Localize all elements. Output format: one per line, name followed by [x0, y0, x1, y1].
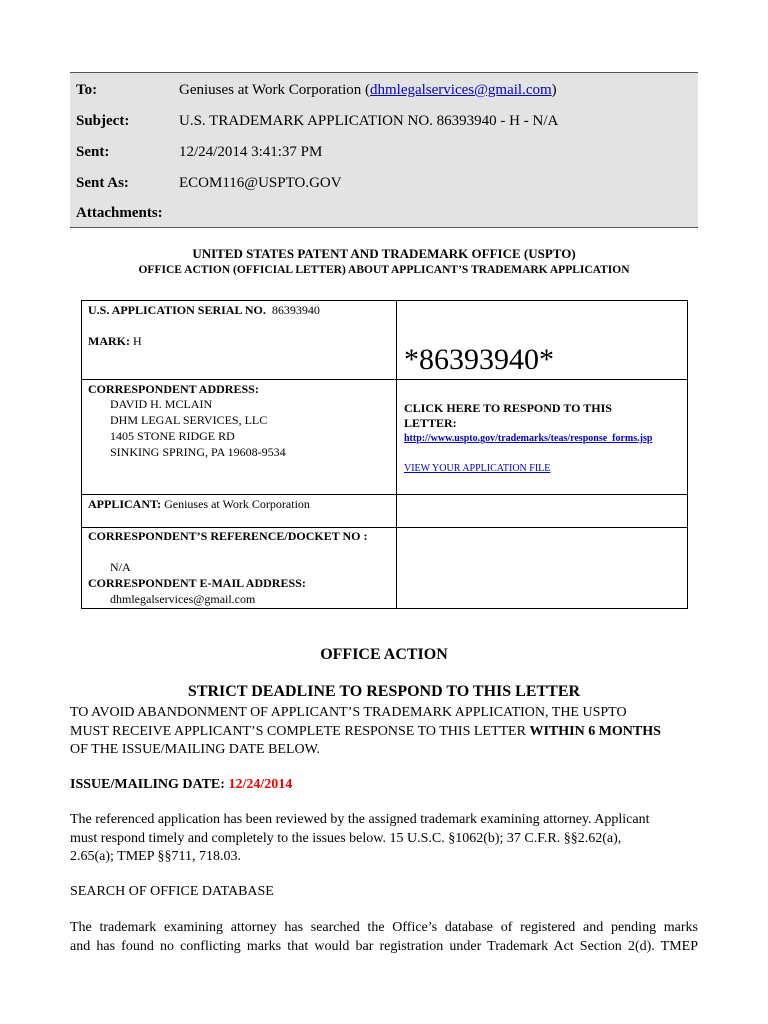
uspto-title: UNITED STATES PATENT AND TRADEMARK OFFICE (USPTO)	[192, 246, 576, 261]
attachments-label: Attachments:	[76, 205, 163, 221]
serial-cell	[82, 301, 397, 380]
search-line-2: and has found no conflicting marks that would bar registration under Trademark Act Section 2(d). TMEP	[70, 938, 698, 954]
sent-label: Sent:	[76, 144, 110, 160]
deadline-notice	[70, 704, 702, 760]
issue-date-value: 12/24/2014	[228, 777, 293, 792]
serial-barcode-cell	[397, 301, 688, 380]
to-email-link[interactable]: dhmlegalservices@gmail.com	[369, 82, 552, 98]
applicant-label: APPLICANT:	[88, 497, 162, 511]
docket-label: CORRESPONDENT’S REFERENCE/DOCKET NO :	[88, 529, 368, 543]
issue-date-line	[70, 776, 702, 795]
mark-label: MARK:	[88, 334, 130, 348]
applicant-empty-cell	[397, 495, 688, 528]
search-line-1: The trademark examining attorney has searched the Office’s database of registered and pending marks	[70, 920, 698, 935]
office-action-heading: OFFICE ACTION	[320, 646, 448, 663]
response-form-link[interactable]: http://www.uspto.gov/trademarks/teas/response_forms.jsp	[404, 433, 653, 444]
subject-label: Subject:	[76, 113, 130, 129]
to-label: To:	[76, 82, 98, 98]
email-value: dhmlegalservices@gmail.com	[110, 592, 256, 606]
applicant-value: Geniuses at Work Corporation	[164, 497, 310, 511]
serial-value: 86393940	[271, 303, 320, 317]
click-here-line-2: LETTER:	[404, 416, 457, 430]
mark-value: H	[133, 334, 142, 348]
to-name: Geniuses at Work Corporation (	[179, 82, 370, 98]
serial-line	[88, 303, 320, 318]
docket-value: N/A	[110, 560, 131, 574]
sent-value: 12/24/2014 3:41:37 PM	[179, 144, 323, 160]
deadline-line-3: OF THE ISSUE/MAILING DATE BELOW.	[70, 742, 321, 757]
review-line-1: The referenced application has been reviewed by the assigned trademark examining attorney. Applicant	[70, 812, 650, 827]
serial-label: U.S. APPLICATION SERIAL NO.	[88, 303, 266, 317]
address-line-1: DAVID H. MCLAIN	[110, 397, 213, 411]
to-value	[179, 81, 557, 99]
deadline-line-2a: MUST RECEIVE APPLICANT’S COMPLETE RESPONSE TO THIS LETTER	[70, 723, 530, 739]
click-here-line-1: CLICK HERE TO RESPOND TO THIS	[404, 401, 612, 415]
office-action-subtitle: OFFICE ACTION (OFFICIAL LETTER) ABOUT APPLICANT’S TRADEMARK APPLICATION	[138, 264, 630, 276]
sent-as-label: Sent As:	[76, 175, 129, 191]
sent-as-value: ECOM116@USPTO.GOV	[179, 175, 342, 191]
docket-empty-cell	[397, 528, 688, 609]
applicant-line	[88, 497, 310, 512]
deadline-line-1: TO AVOID ABANDONMENT OF APPLICANT’S TRADEMARK APPLICATION, THE USPTO	[70, 705, 627, 720]
deadline-line-2	[70, 723, 702, 742]
review-paragraph	[70, 811, 702, 867]
subject-value: U.S. TRADEMARK APPLICATION NO. 86393940 - H - N/A	[179, 113, 559, 129]
review-line-2: must respond timely and completely to the issues below. 15 U.S.C. §1062(b); 37 C.F.R. §§2.62(a),	[70, 830, 622, 846]
email-header	[70, 72, 698, 228]
view-application-file-link[interactable]: VIEW YOUR APPLICATION FILE	[404, 463, 551, 474]
address-line-3: 1405 STONE RIDGE RD	[110, 429, 235, 443]
search-paragraph	[70, 919, 698, 956]
respond-cell	[397, 380, 688, 495]
deadline-heading: STRICT DEADLINE TO RESPOND TO THIS LETTER	[187, 683, 581, 700]
correspondent-cell	[82, 380, 397, 495]
docket-cell	[82, 528, 397, 609]
serial-big: *86393940*	[404, 343, 554, 376]
mark-line	[88, 334, 142, 349]
email-label: CORRESPONDENT E-MAIL ADDRESS:	[88, 576, 306, 590]
correspondent-label: CORRESPONDENT ADDRESS:	[88, 382, 259, 396]
search-heading: SEARCH OF OFFICE DATABASE	[70, 884, 274, 899]
deadline-months: WITHIN 6 MONTHS	[529, 723, 661, 739]
applicant-cell	[82, 495, 397, 528]
issue-date-label: ISSUE/MAILING DATE:	[70, 777, 229, 792]
review-line-3: 2.65(a); TMEP §§711, 718.03.	[70, 849, 241, 864]
application-info-table	[81, 300, 688, 609]
address-line-4: SINKING SPRING, PA 19608-9534	[110, 445, 286, 459]
address-line-2: DHM LEGAL SERVICES, LLC	[110, 413, 268, 427]
to-close: )	[551, 82, 557, 98]
